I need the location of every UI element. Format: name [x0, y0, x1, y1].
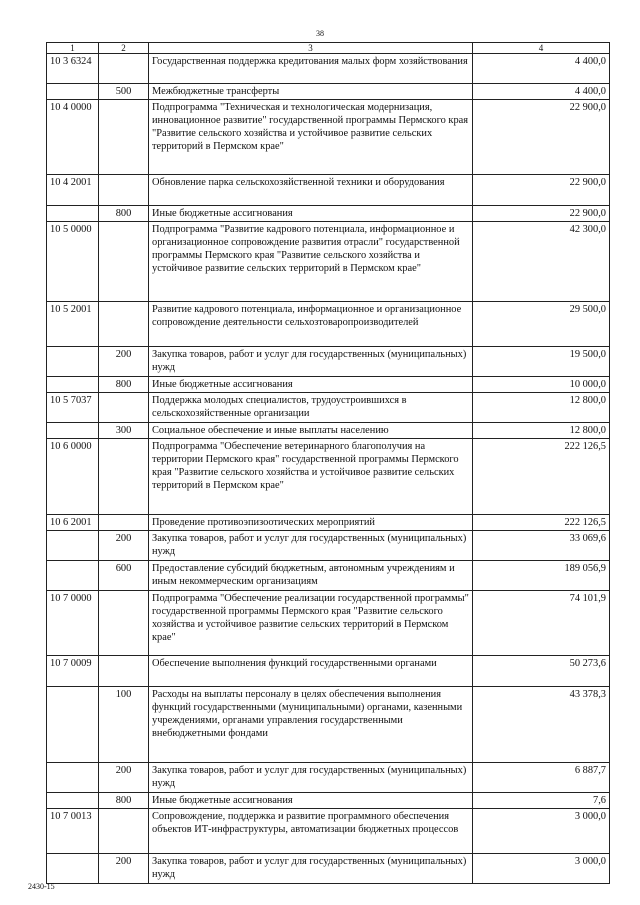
target-code	[47, 531, 99, 561]
table-row	[47, 656, 610, 687]
target-code: 10 3 6324	[47, 54, 99, 84]
item-name: Государственная поддержка кредитования малых форм хозяйствования	[149, 54, 473, 84]
table-row	[47, 793, 610, 809]
item-name: Закупка товаров, работ и услуг для государственных (муниципальных) нужд	[149, 763, 473, 793]
expense-type	[99, 809, 149, 854]
table-header-row	[47, 43, 610, 54]
item-name: Подпрограмма "Обеспечение ветеринарного благополучия на территории Пермского края" государственной программы Пермского края "Развитие сельского хозяйства и устойчивое развитие сельских территорий в Пермском крае"	[149, 439, 473, 515]
expense-type: 600	[99, 561, 149, 591]
target-code: 10 7 0013	[47, 809, 99, 854]
item-name: Иные бюджетные ассигнования	[149, 793, 473, 809]
amount: 4 400,0	[473, 84, 610, 100]
target-code	[47, 763, 99, 793]
table-row	[47, 347, 610, 377]
item-name: Подпрограмма "Обеспечение реализации государственной программы" государственной программы Пермского края "Развитие сельского хозяйства и устойчивое развитие сельских территорий в Пермском крае"	[149, 591, 473, 656]
amount: 22 900,0	[473, 100, 610, 175]
item-name: Социальное обеспечение и иные выплаты населению	[149, 423, 473, 439]
table-row	[47, 591, 610, 656]
amount: 12 800,0	[473, 393, 610, 423]
item-name: Проведение противоэпизоотических мероприятий	[149, 515, 473, 531]
item-name: Подпрограмма "Техническая и технологическая модернизация, инновационное развитие" государственной программы Пермского края "Развитие сельского хозяйства и устойчивое развитие сельских территорий в Пермском крае"	[149, 100, 473, 175]
item-name: Иные бюджетные ассигнования	[149, 206, 473, 222]
table-row	[47, 206, 610, 222]
table-row	[47, 377, 610, 393]
target-code: 10 5 7037	[47, 393, 99, 423]
table-row	[47, 84, 610, 100]
table-row	[47, 531, 610, 561]
target-code	[47, 687, 99, 763]
item-name: Закупка товаров, работ и услуг для государственных (муниципальных) нужд	[149, 854, 473, 884]
item-name: Закупка товаров, работ и услуг для государственных (муниципальных) нужд	[149, 347, 473, 377]
table-row	[47, 809, 610, 854]
table-row	[47, 175, 610, 206]
target-code	[47, 423, 99, 439]
amount: 42 300,0	[473, 222, 610, 302]
expense-type	[99, 393, 149, 423]
amount: 3 000,0	[473, 854, 610, 884]
expense-type	[99, 54, 149, 84]
target-code: 10 6 2001	[47, 515, 99, 531]
table-row	[47, 854, 610, 884]
target-code: 10 4 0000	[47, 100, 99, 175]
expense-type	[99, 175, 149, 206]
amount: 33 069,6	[473, 531, 610, 561]
target-code: 10 7 0009	[47, 656, 99, 687]
table-row	[47, 222, 610, 302]
expense-type: 800	[99, 206, 149, 222]
item-name: Обеспечение выполнения функций государственными органами	[149, 656, 473, 687]
table-row	[47, 763, 610, 793]
item-name: Обновление парка сельскохозяйственной техники и оборудования	[149, 175, 473, 206]
expense-type: 500	[99, 84, 149, 100]
target-code	[47, 377, 99, 393]
amount: 22 900,0	[473, 206, 610, 222]
item-name: Подпрограмма "Развитие кадрового потенциала, информационное и организационное сопровождение развития отрасли" государственной программы Пермского края "Развитие сельского хозяйства и устойчивое развитие сельских территорий в Пермском крае"	[149, 222, 473, 302]
page-number: 38	[316, 29, 324, 38]
table-row	[47, 561, 610, 591]
amount: 222 126,5	[473, 515, 610, 531]
table-row	[47, 100, 610, 175]
target-code	[47, 84, 99, 100]
target-code: 10 4 2001	[47, 175, 99, 206]
table-row	[47, 393, 610, 423]
expense-type: 800	[99, 793, 149, 809]
amount: 3 000,0	[473, 809, 610, 854]
table-row	[47, 423, 610, 439]
amount: 7,6	[473, 793, 610, 809]
target-code	[47, 561, 99, 591]
table-row	[47, 54, 610, 84]
table-row	[47, 439, 610, 515]
header-col-2: 2	[99, 43, 149, 54]
table-row	[47, 302, 610, 347]
target-code	[47, 793, 99, 809]
expense-type: 200	[99, 347, 149, 377]
expense-type: 800	[99, 377, 149, 393]
amount: 189 056,9	[473, 561, 610, 591]
expense-type	[99, 591, 149, 656]
amount: 19 500,0	[473, 347, 610, 377]
expense-type: 200	[99, 763, 149, 793]
header-col-4: 4	[473, 43, 610, 54]
target-code	[47, 347, 99, 377]
expense-type: 300	[99, 423, 149, 439]
amount: 22 900,0	[473, 175, 610, 206]
footer-document-code: 2430-15	[28, 882, 55, 891]
item-name: Закупка товаров, работ и услуг для государственных (муниципальных) нужд	[149, 531, 473, 561]
amount: 222 126,5	[473, 439, 610, 515]
item-name: Иные бюджетные ассигнования	[149, 377, 473, 393]
target-code	[47, 854, 99, 884]
amount: 43 378,3	[473, 687, 610, 763]
item-name: Поддержка молодых специалистов, трудоустроившихся в сельскохозяйственные организации	[149, 393, 473, 423]
item-name: Сопровождение, поддержка и развитие программного обеспечения объектов ИТ-инфраструктуры, автоматизации бюджетных процессов	[149, 809, 473, 854]
item-name: Расходы на выплаты персоналу в целях обеспечения выполнения функций государственными (муниципальными) органами, казенными учреждениями, органами управления государственными внебюджетными фондами	[149, 687, 473, 763]
expense-type	[99, 100, 149, 175]
expense-type	[99, 302, 149, 347]
amount: 6 887,7	[473, 763, 610, 793]
amount: 4 400,0	[473, 54, 610, 84]
target-code: 10 5 0000	[47, 222, 99, 302]
amount: 50 273,6	[473, 656, 610, 687]
amount: 29 500,0	[473, 302, 610, 347]
amount: 12 800,0	[473, 423, 610, 439]
budget-table	[46, 42, 610, 884]
header-col-1: 1	[47, 43, 99, 54]
expense-type: 100	[99, 687, 149, 763]
expense-type: 200	[99, 531, 149, 561]
item-name: Предоставление субсидий бюджетным, автономным учреждениям и иным некоммерческим организациям	[149, 561, 473, 591]
expense-type: 200	[99, 854, 149, 884]
amount: 74 101,9	[473, 591, 610, 656]
expense-type	[99, 656, 149, 687]
target-code	[47, 206, 99, 222]
target-code: 10 5 2001	[47, 302, 99, 347]
expense-type	[99, 515, 149, 531]
target-code: 10 6 0000	[47, 439, 99, 515]
table-row	[47, 515, 610, 531]
table-row	[47, 687, 610, 763]
item-name: Развитие кадрового потенциала, информационное и организационное сопровождение деятельности сельхозтоваропроизводителей	[149, 302, 473, 347]
header-col-3: 3	[149, 43, 473, 54]
expense-type	[99, 222, 149, 302]
item-name: Межбюджетные трансферты	[149, 84, 473, 100]
target-code: 10 7 0000	[47, 591, 99, 656]
expense-type	[99, 439, 149, 515]
amount: 10 000,0	[473, 377, 610, 393]
